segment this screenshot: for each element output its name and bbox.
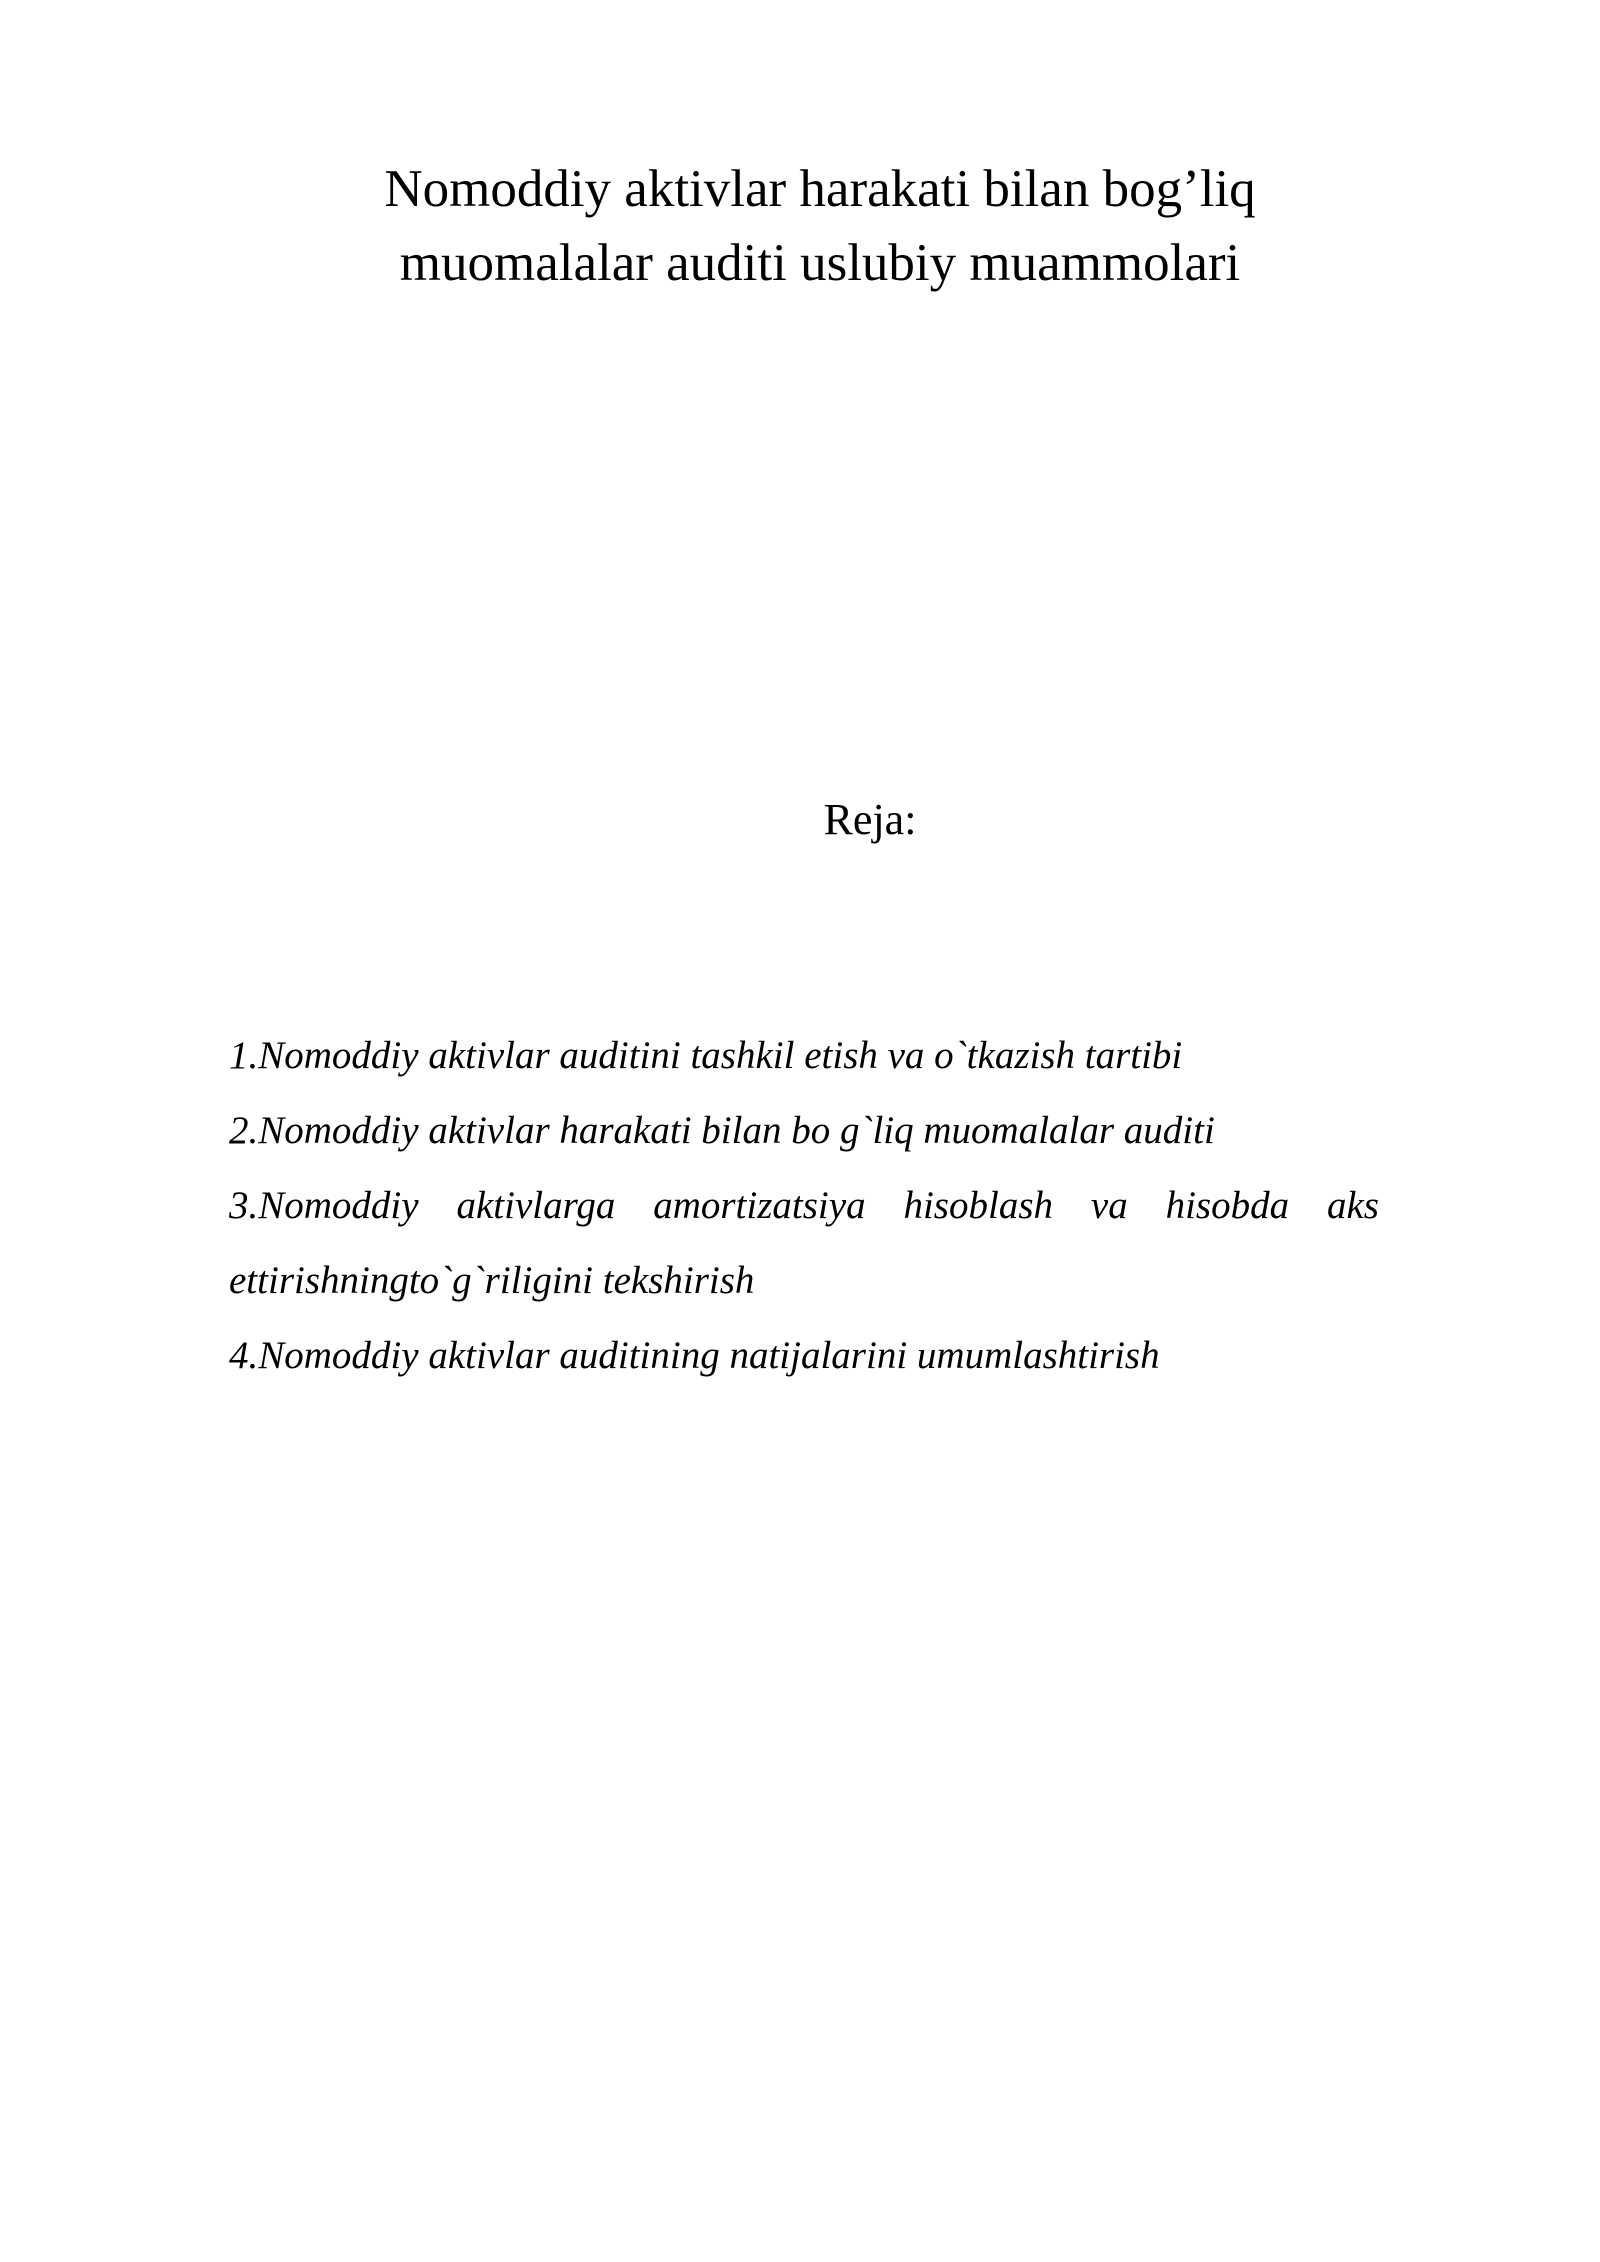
document-title	[260, 152, 1380, 300]
plan-item-3-word: amortizatsiya	[653, 1184, 866, 1227]
plan-item-3-word: va	[1090, 1184, 1128, 1227]
plan-item-3	[229, 1168, 1379, 1243]
plan-heading: Reja:	[823, 795, 917, 844]
plan-item-1: 1.Nomoddiy aktivlar auditini tashkil etish va o`tkazish tartibi	[229, 1034, 1183, 1077]
plan-item-3-word: 3.Nomoddiy	[229, 1184, 419, 1227]
plan-item-3-word: hisoblash	[903, 1184, 1053, 1227]
plan-list	[229, 1018, 1379, 1393]
document-title-line-1: Nomoddiy aktivlar harakati bilan bog’liq	[384, 160, 1256, 218]
document-title-line-2: muomalalar auditi uslubiy muammolari	[399, 234, 1241, 292]
plan-item-3-continuation: ettirishningto`g`riligini tekshirish	[229, 1259, 755, 1302]
plan-item-4: 4.Nomoddiy aktivlar auditining natijalarini umumlashtirish	[229, 1334, 1160, 1377]
plan-item-2: 2.Nomoddiy aktivlar harakati bilan bo g`liq muomalalar auditi	[229, 1109, 1215, 1152]
plan-item-3-word: aks	[1327, 1184, 1379, 1227]
plan-item-3-word: hisobda	[1165, 1184, 1290, 1227]
plan-item-3-word: aktivlarga	[456, 1184, 616, 1227]
plan-item-3-line-1	[229, 1168, 1379, 1243]
